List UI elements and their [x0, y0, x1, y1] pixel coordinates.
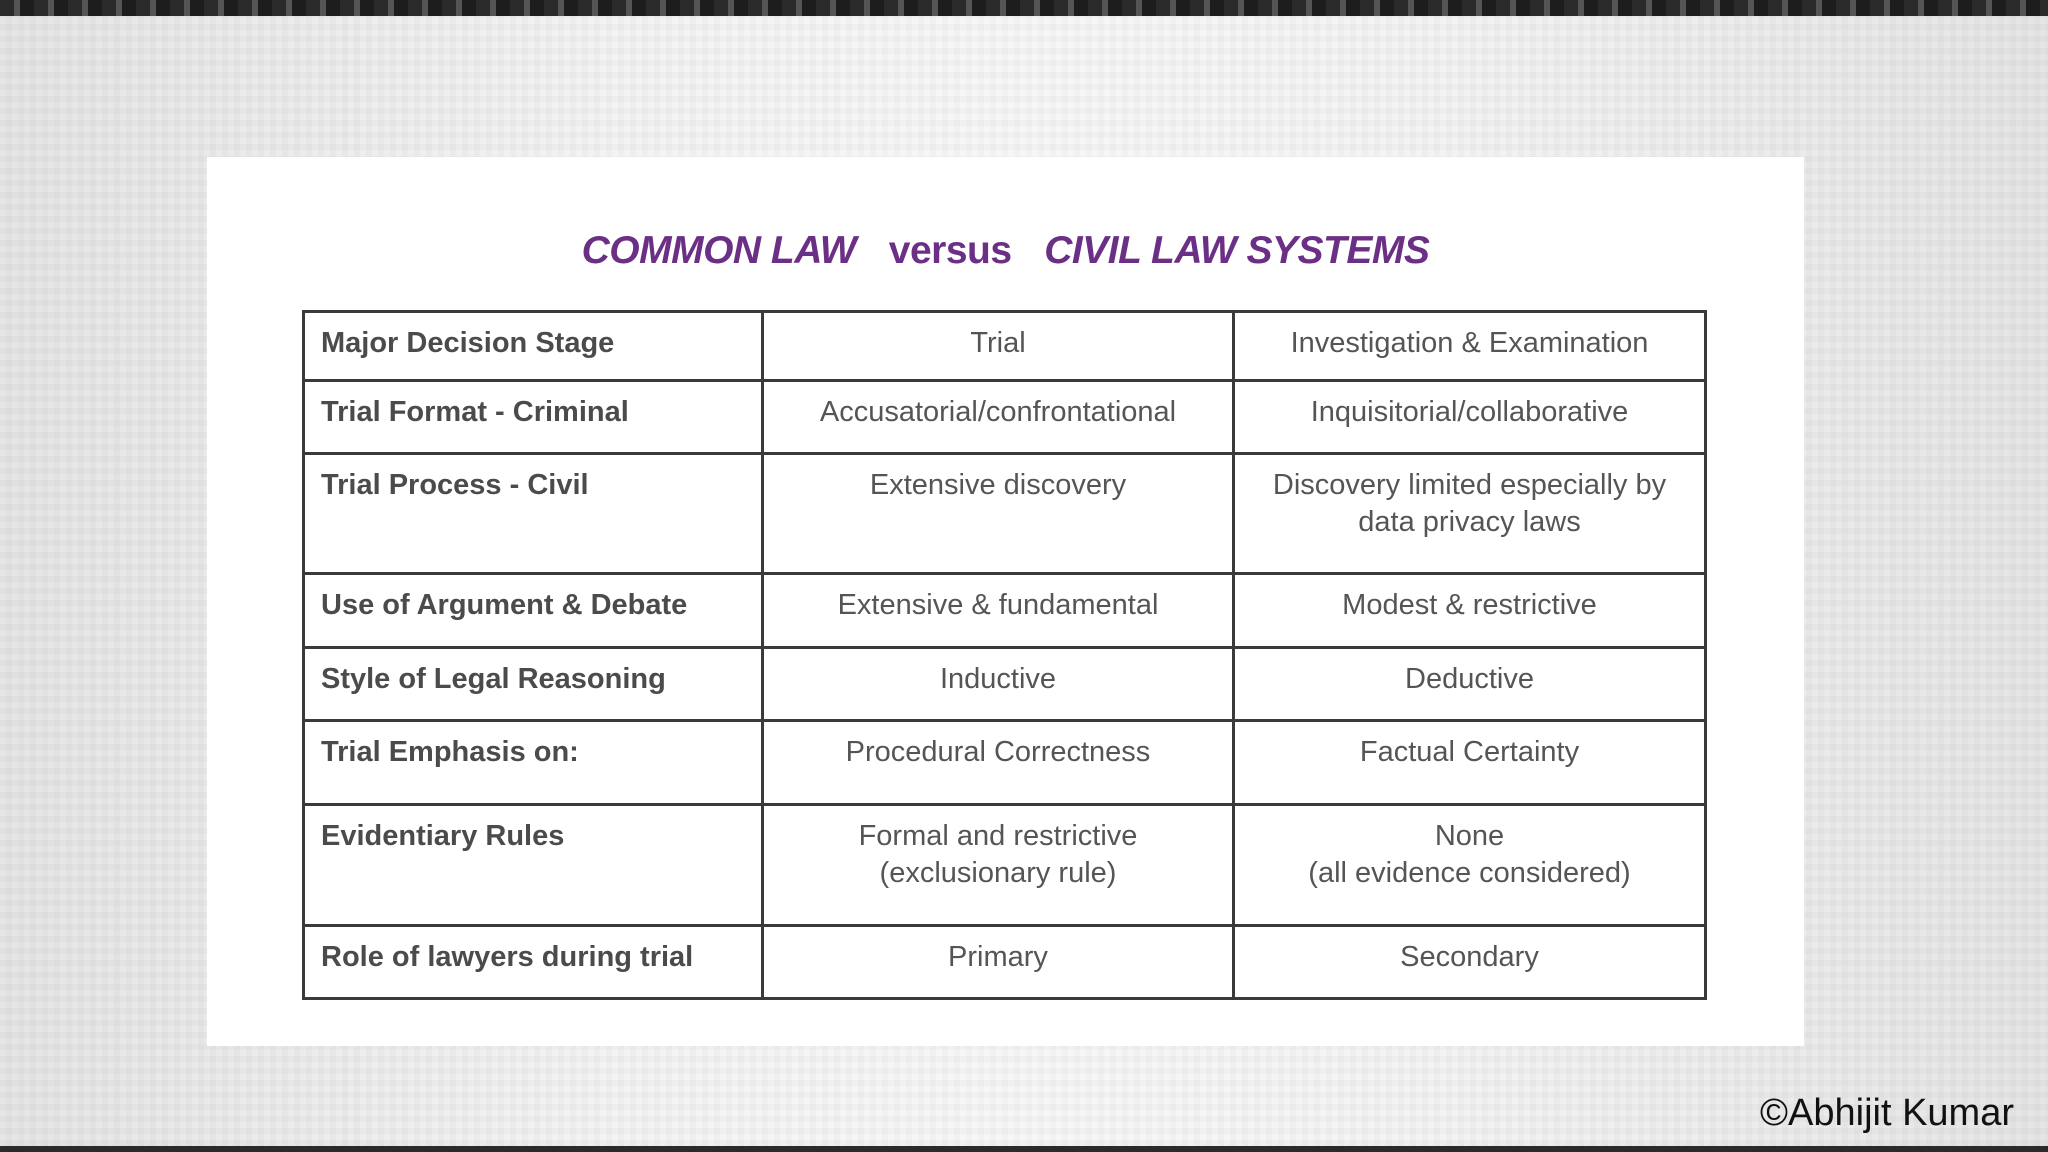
table-row [304, 454, 1706, 574]
comparison-table [302, 310, 1707, 1000]
top-border [0, 0, 2048, 16]
civil-law-value: Secondary [1234, 926, 1706, 999]
common-law-value: Inductive [763, 648, 1234, 721]
row-label: Major Decision Stage [304, 312, 763, 381]
civil-law-value: Discovery limited especially by data privacy laws [1234, 454, 1706, 574]
civil-law-value: Deductive [1234, 648, 1706, 721]
common-law-value: Extensive discovery [763, 454, 1234, 574]
title-versus: versus [888, 229, 1012, 272]
copyright-notice: ©Abhijit Kumar [1760, 1092, 2014, 1134]
title-common-law: COMMON LAW [581, 229, 857, 272]
row-label: Evidentiary Rules [304, 805, 763, 926]
table-row [304, 312, 1706, 381]
civil-law-value: Modest & restrictive [1234, 574, 1706, 648]
row-label: Trial Format - Criminal [304, 381, 763, 454]
civil-law-value: Inquisitorial/collaborative [1234, 381, 1706, 454]
common-law-value: Trial [763, 312, 1234, 381]
row-label: Trial Emphasis on: [304, 721, 763, 805]
bottom-border [0, 1146, 2048, 1152]
title-civil-law-systems: CIVIL LAW SYSTEMS [1044, 229, 1430, 272]
table-row [304, 574, 1706, 648]
civil-law-value: Factual Certainty [1234, 721, 1706, 805]
civil-law-value: Investigation & Examination [1234, 312, 1706, 381]
common-law-value: Procedural Correctness [763, 721, 1234, 805]
slide-title [207, 229, 1804, 273]
row-label: Style of Legal Reasoning [304, 648, 763, 721]
row-label: Role of lawyers during trial [304, 926, 763, 999]
common-law-value: Primary [763, 926, 1234, 999]
table-row [304, 805, 1706, 926]
table-row [304, 648, 1706, 721]
row-label: Use of Argument & Debate [304, 574, 763, 648]
common-law-value: Formal and restrictive (exclusionary rule) [763, 805, 1234, 926]
common-law-value: Extensive & fundamental [763, 574, 1234, 648]
table-row [304, 926, 1706, 999]
slide-panel [207, 157, 1804, 1046]
civil-law-value: None (all evidence considered) [1234, 805, 1706, 926]
table-row [304, 721, 1706, 805]
table-row [304, 381, 1706, 454]
row-label: Trial Process - Civil [304, 454, 763, 574]
common-law-value: Accusatorial/confrontational [763, 381, 1234, 454]
